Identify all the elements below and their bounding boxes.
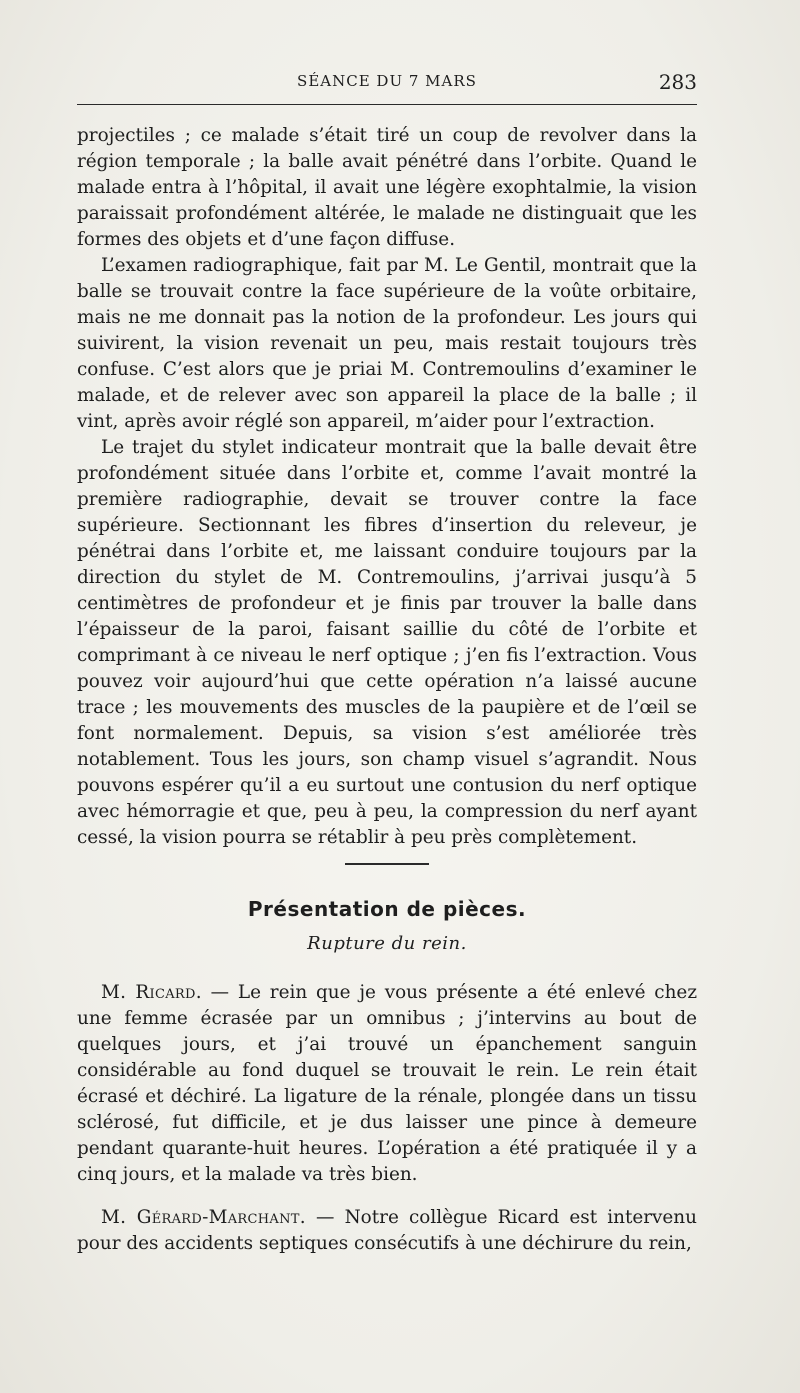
header-rule [77,104,697,105]
speech-text: — Le rein que je vous présente a été enlevé chez une femme écrasée par un omnibus ; j’intervins au bout de quelques jours, et j’ai trouvé un épanchement sanguin considérable au fond duquel se trouvait le rein. Le rein était écrasé et déchiré. La ligature de la rénale, plongée dans un tissu sclérosé, fut difficile, et je dus laisser une pince à demeure pendant quarante-huit heures. L’opération a été pratiquée il y a cinq jours, et la malade va très bien. [77,982,698,1185]
speaker-name: M. Gérard-Marchant. [101,1207,306,1228]
paragraph-ricard [77,980,697,1188]
speech-text: — Notre collègue Ricard est intervenu pour des accidents septiques consécutifs à une déchirure du rein, [77,1207,697,1254]
page-number: 283 [658,70,697,94]
subsection-title: Rupture du rein. [307,933,467,954]
paragraph-radiography: L’examen radiographique, fait par M. Le Gentil, montrait que la balle se trouvait contre la face supérieure de la voûte orbitaire, mais ne me donnait pas la notion de la profondeur. Les jours qui suivirent, la vision revenait un peu, mais restait toujours très confuse. C’est alors que je priai M. Contremoulins d’examiner le malade, et de relever avec son appareil la place de la balle ; il vint, après avoir réglé son appareil, m’aider pour l’extraction. [77,255,697,432]
speaker-name: M. Ricard. [101,982,202,1003]
page-header [77,70,697,100]
paragraph-gerard-marchant [77,1205,697,1257]
section-divider [345,863,429,865]
paragraph-extraction: Le trajet du stylet indicateur montrait que la balle devait être profondément située dans l’orbite et, comme l’avait montré la première radiographie, devait se trouver contre la face supérieure. Sectionnant les fibres d’insertion du releveur, je pénétrai dans l’orbite et, me laissant conduire toujours par la direction du stylet de M. Contremoulins, j’arrivai jusqu’à 5 centimètres de profondeur et je finis par trouver la balle dans l’épaisseur de la paroi, faisant saillie du côté de l’orbite et comprimant à ce niveau le nerf optique ; j’en fis l’extraction. Vous pouvez voir aujourd’hui que cette opération n’a laissé aucune trace ; les mouvements des muscles de la paupière et de l’œil se font normalement. Depuis, sa vision s’est améliorée très notablement. Tous les jours, son champ visuel s’agrandit. Nous pouvons espérer qu’il a eu surtout une contusion du nerf optique avec hémorragie et que, peu à peu, la compression du nerf ayant cessé, la vision pourra se rétablir à peu près complètement. [77,437,697,848]
main-text [77,123,697,851]
paragraph-continued: projectiles ; ce malade s’était tiré un coup de revolver dans la région temporale ; la balle avait pénétré dans l’orbite. Quand le malade entra à l’hôpital, il avait une légère exophtalmie, la vision paraissait profondément altérée, le malade ne distinguait que les formes des objets et d’une façon diffuse. [77,125,697,250]
section-title: Présentation de pièces. [247,897,527,921]
running-head: SÉANCE DU 7 MARS [297,72,477,90]
